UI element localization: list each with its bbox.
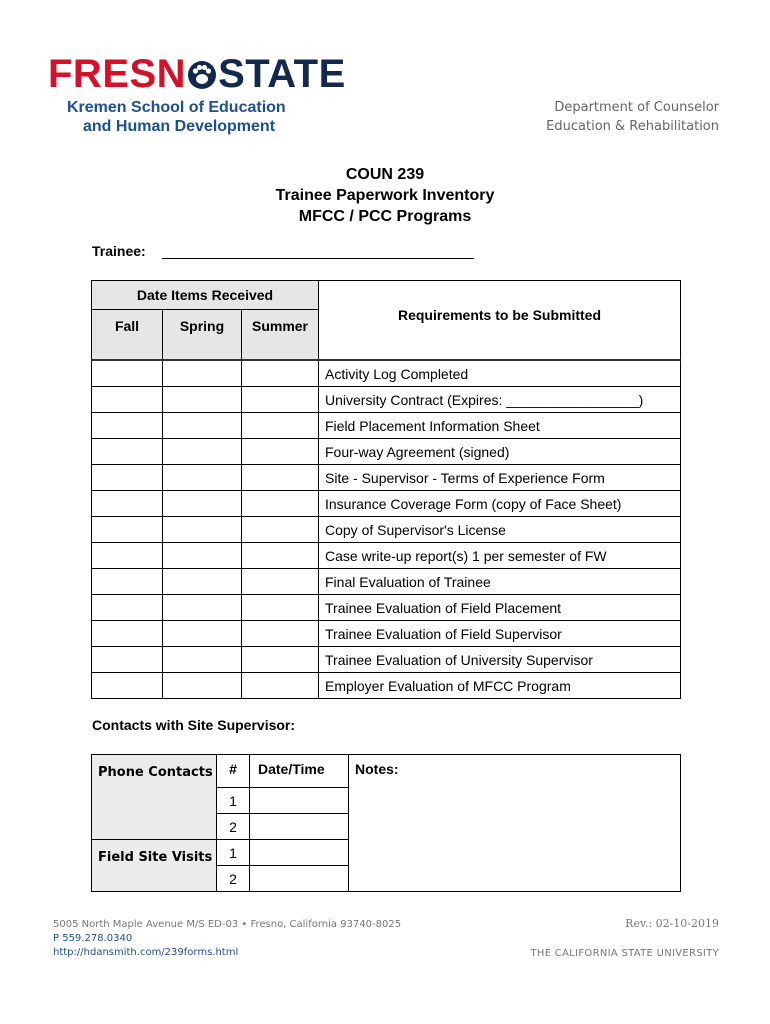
requirement-label: Trainee Evaluation of University Supervisor (319, 647, 681, 673)
school-line-1: Kremen School of Education (67, 99, 286, 116)
date-cell-spring[interactable] (163, 647, 242, 673)
column-spring: Spring (163, 310, 242, 361)
phone-contact-number: 2 (217, 814, 250, 840)
inventory-table (91, 280, 681, 699)
date-cell-fall[interactable] (92, 673, 163, 699)
date-cell-fall[interactable] (92, 569, 163, 595)
requirement-row (92, 465, 681, 491)
notes-header: Notes: (349, 755, 681, 892)
date-cell-spring[interactable] (163, 673, 242, 699)
revision-date: Rev.: 02-10-2019 (625, 917, 719, 930)
requirement-label: Insurance Coverage Form (copy of Face Sheet) (319, 491, 681, 517)
column-fall: Fall (92, 310, 163, 361)
hash-header: # (217, 755, 250, 788)
date-cell-summer[interactable] (242, 465, 319, 491)
requirements-body (92, 360, 681, 699)
date-cell-spring[interactable] (163, 387, 242, 413)
date-items-received-header: Date Items Received (92, 281, 319, 310)
requirement-row (92, 543, 681, 569)
requirement-label: Four-way Agreement (signed) (319, 439, 681, 465)
date-cell-summer[interactable] (242, 621, 319, 647)
field-site-visits-label: Field Site Visits (92, 840, 217, 892)
date-cell-spring[interactable] (163, 569, 242, 595)
requirements-header: Requirements to be Submitted (319, 281, 681, 361)
contacts-table (91, 754, 681, 892)
site-visit-number: 2 (217, 866, 250, 892)
site-visit-datetime-cell[interactable] (250, 840, 349, 866)
date-cell-spring[interactable] (163, 439, 242, 465)
date-cell-summer[interactable] (242, 595, 319, 621)
phone-contact-number: 1 (217, 788, 250, 814)
requirement-row (92, 439, 681, 465)
date-cell-summer[interactable] (242, 387, 319, 413)
date-cell-fall[interactable] (92, 543, 163, 569)
date-cell-fall[interactable] (92, 360, 163, 387)
requirement-row (92, 360, 681, 387)
requirement-label: Case write-up report(s) 1 per semester of FW (319, 543, 681, 569)
requirement-row (92, 647, 681, 673)
date-cell-spring[interactable] (163, 465, 242, 491)
footer-url[interactable]: http://hdansmith.com/239forms.html (53, 947, 239, 958)
requirement-label: Copy of Supervisor's License (319, 517, 681, 543)
requirement-row (92, 491, 681, 517)
date-cell-fall[interactable] (92, 413, 163, 439)
date-cell-spring[interactable] (163, 543, 242, 569)
site-visit-datetime-cell[interactable] (250, 866, 349, 892)
trainee-name-field[interactable] (162, 258, 474, 259)
department-line-1: Department of Counselor (554, 100, 719, 115)
requirement-row (92, 621, 681, 647)
date-cell-fall[interactable] (92, 517, 163, 543)
school-line-2: and Human Development (83, 118, 276, 135)
requirement-row (92, 387, 681, 413)
phone-contact-datetime-cell[interactable] (250, 788, 349, 814)
date-cell-fall[interactable] (92, 387, 163, 413)
requirement-row (92, 569, 681, 595)
phone-contacts-label: Phone Contacts (92, 755, 217, 840)
school-name (67, 98, 327, 136)
date-cell-summer[interactable] (242, 439, 319, 465)
date-cell-summer[interactable] (242, 569, 319, 595)
program-name: MFCC / PCC Programs (298, 208, 472, 225)
requirement-label: Trainee Evaluation of Field Placement (319, 595, 681, 621)
date-cell-summer[interactable] (242, 517, 319, 543)
requirement-label: Trainee Evaluation of Field Supervisor (319, 621, 681, 647)
datetime-header: Date/Time (250, 755, 349, 788)
site-visit-number: 1 (217, 840, 250, 866)
logo-word-fresn: FRESN (48, 52, 187, 96)
department-name (546, 98, 719, 136)
department-line-2: Education & Rehabilitation (546, 119, 719, 134)
footer-address: 5005 North Maple Avenue M/S ED-03 • Fresno, California 93740-8025 (53, 919, 402, 930)
date-cell-spring[interactable] (163, 595, 242, 621)
requirement-label: Employer Evaluation of MFCC Program (319, 673, 681, 699)
date-cell-spring[interactable] (163, 621, 242, 647)
requirement-row (92, 673, 681, 699)
date-cell-fall[interactable] (92, 491, 163, 517)
date-cell-fall[interactable] (92, 647, 163, 673)
course-code: COUN 239 (345, 166, 425, 183)
logo-word-state: STATE (218, 52, 346, 96)
date-cell-summer[interactable] (242, 491, 319, 517)
date-cell-fall[interactable] (92, 621, 163, 647)
date-cell-fall[interactable] (92, 465, 163, 491)
form-title: Trainee Paperwork Inventory (275, 187, 495, 204)
date-cell-summer[interactable] (242, 543, 319, 569)
csu-name: THE CALIFORNIA STATE UNIVERSITY (530, 948, 719, 959)
column-summer: Summer (242, 310, 319, 361)
date-cell-summer[interactable] (242, 360, 319, 387)
requirement-label: Final Evaluation of Trainee (319, 569, 681, 595)
date-cell-summer[interactable] (242, 673, 319, 699)
requirement-label: Field Placement Information Sheet (319, 413, 681, 439)
trainee-label: Trainee: (92, 243, 146, 259)
requirement-row (92, 517, 681, 543)
date-cell-spring[interactable] (163, 517, 242, 543)
date-cell-summer[interactable] (242, 413, 319, 439)
date-cell-spring[interactable] (163, 413, 242, 439)
footer-address-block (53, 918, 401, 960)
bulldog-paw-icon (187, 57, 217, 91)
requirement-label: Site - Supervisor - Terms of Experience Form (319, 465, 681, 491)
requirement-label: Activity Log Completed (319, 360, 681, 387)
footer-phone: P 559.278.0340 (53, 933, 133, 944)
date-cell-fall[interactable] (92, 595, 163, 621)
date-cell-fall[interactable] (92, 439, 163, 465)
document-title (0, 164, 770, 227)
requirement-label: University Contract (Expires: _________________) (319, 387, 681, 413)
requirement-row (92, 413, 681, 439)
requirement-row (92, 595, 681, 621)
fresno-state-logo (48, 54, 346, 94)
date-cell-spring[interactable] (163, 360, 242, 387)
date-cell-spring[interactable] (163, 491, 242, 517)
date-cell-summer[interactable] (242, 647, 319, 673)
contacts-title: Contacts with Site Supervisor: (92, 717, 296, 733)
phone-contact-datetime-cell[interactable] (250, 814, 349, 840)
